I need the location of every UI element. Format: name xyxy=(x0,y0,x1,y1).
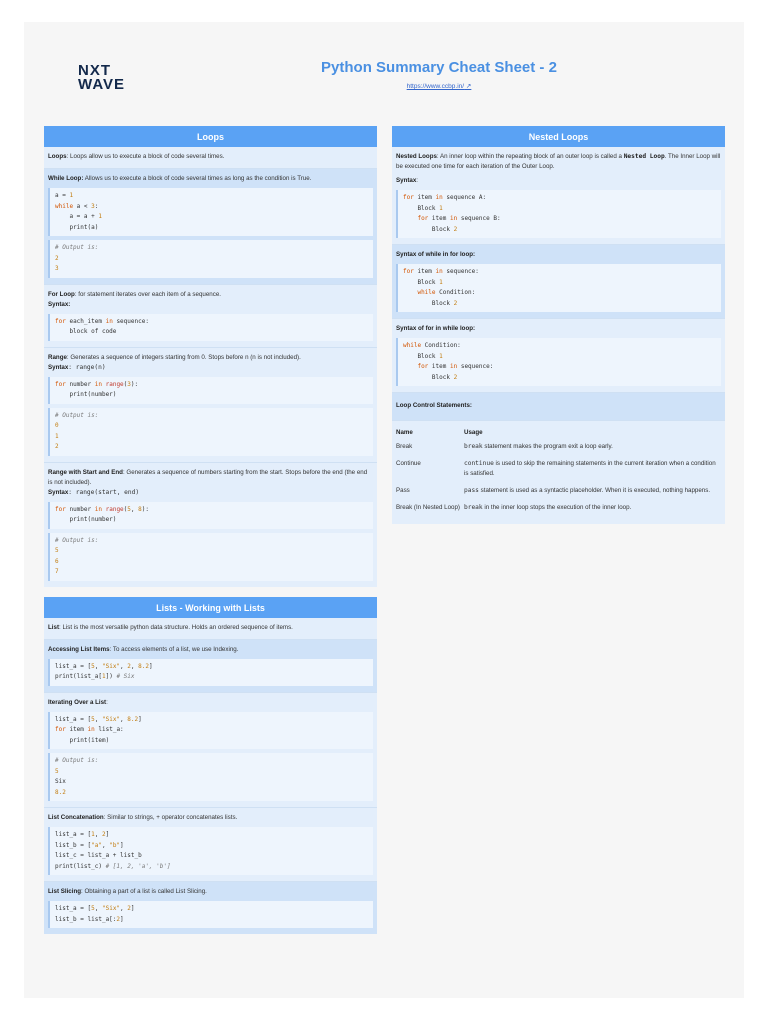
while-loop-section: While Loop: Allows us to execute a block of code several times as long as the condition is True. a = 1 while a < 3: a = a + 1 print(a) # Output is: 2 3 xyxy=(44,169,377,285)
table-row: Continue continue is used to skip the remaining statements in the current iteration when a condition is satisfied. xyxy=(396,460,716,477)
list-slicing-code: list_a = [5, "Six", 2] list_b = list_a[:2] xyxy=(48,901,373,928)
list-concatenation-section: List Concatenation: Similar to strings, + operator concatenates lists. list_a = [1, 2] list_b = ["a", "b"] list_c = list_a + list_b print(list_c) # [1, 2, 'a', 'b'] xyxy=(44,808,377,882)
range-code: for number in range(3): print(number) xyxy=(48,377,373,404)
while-loop-output: # Output is: 2 3 xyxy=(48,240,373,278)
left-column xyxy=(44,126,377,944)
accessing-list-items-code: list_a = [5, "Six", 2, 8.2] print(list_a[1]) # Six xyxy=(48,659,373,686)
loops-card xyxy=(44,126,377,587)
table-header-name: Name xyxy=(396,429,413,436)
range-start-end-output: # Output is: 5 6 7 xyxy=(48,533,373,581)
accessing-list-items-section: Accessing List Items: To access elements of a list, we use Indexing. list_a = [5, "Six", 2, 8.2] print(list_a[1]) # Six xyxy=(44,640,377,693)
list-intro: List: List is the most versatile python data structure. Holds an ordered sequence of items. xyxy=(44,618,377,640)
loops-card-title: Loops xyxy=(44,126,377,147)
nested-loops-intro: Nested Loops: An inner loop within the repeating block of an outer loop is called a Nested Loop. The Inner Loop will be executed one time for each iteration of the Outer Loop. Syntax: for item in sequence A: Block 1 for item in sequence B: Block 2 xyxy=(392,147,725,245)
loop-control-heading: Loop Control Statements: xyxy=(392,393,725,421)
iterating-list-code: list_a = [5, "Six", 8.2] for item in list_a: print(item) xyxy=(48,712,373,750)
range-section: Range: Generates a sequence of integers starting from 0. Stops before n (n is not included). Syntax: range(n) for number in range(3): print(number) # Output is: 0 1 2 xyxy=(44,348,377,463)
loop-control-table xyxy=(396,426,721,518)
lists-card xyxy=(44,597,377,935)
list-slicing-section: List Slicing: Obtaining a part of a list is called List Slicing. list_a = [5, "Six", 2] list_b = list_a[:2] xyxy=(44,882,377,934)
while-loop-code: a = 1 while a < 3: a = a + 1 print(a) xyxy=(48,188,373,236)
while-in-for-code: for item in sequence: Block 1 while Condition: Block 2 xyxy=(396,264,721,312)
nested-loops-card xyxy=(392,126,725,524)
nested-loops-card-title: Nested Loops xyxy=(392,126,725,147)
range-start-end-section: Range with Start and End: Generates a sequence of numbers starting from the start. Stops before the end (the end is not included). Syntax: range(start, end) for number in range(5, 8): print(number) # Output is: 5 6 7 xyxy=(44,463,377,587)
table-header-usage: Usage xyxy=(464,429,483,436)
iterating-list-section: Iterating Over a List: list_a = [5, "Six", 8.2] for item in list_a: print(item) # Output is: 5 Six 8.2 xyxy=(44,693,377,809)
table-row: Break (In Nested Loop) break in the inner loop stops the execution of the inner loop. xyxy=(396,504,632,511)
for-in-while-section: Syntax of for in while loop: while Condition: Block 1 for item in sequence: Block 2 xyxy=(392,319,725,393)
for-loop-code: for each_item in sequence: block of code xyxy=(48,314,373,341)
ccbp-link[interactable]: https://www.ccbp.in/ ↗ xyxy=(406,83,472,90)
iterating-list-output: # Output is: 5 Six 8.2 xyxy=(48,753,373,801)
table-row: Pass pass statement is used as a syntactic placeholder. When it is executed, nothing happens. xyxy=(396,487,711,494)
cheat-sheet-page xyxy=(24,22,744,998)
list-concatenation-code: list_a = [1, 2] list_b = ["a", "b"] list_c = list_a + list_b print(list_c) # [1, 2, 'a', 'b'] xyxy=(48,827,373,875)
right-column xyxy=(392,126,725,534)
range-start-end-code: for number in range(5, 8): print(number) xyxy=(48,502,373,529)
page-title: Python Summary Cheat Sheet - 2 xyxy=(321,59,557,76)
while-in-for-section: Syntax of while in for loop: for item in sequence: Block 1 while Condition: Block 2 xyxy=(392,245,725,319)
table-row: Break break statement makes the program exit a loop early. xyxy=(396,443,613,450)
nested-loops-code: for item in sequence A: Block 1 for item in sequence B: Block 2 xyxy=(396,190,721,238)
for-loop-section: For Loop: for statement iterates over each item of a sequence. Syntax: for each_item in sequence: block of code xyxy=(44,285,377,348)
loop-control-table-section xyxy=(392,421,725,524)
nxtwave-logo: NXT WAVE xyxy=(78,62,126,93)
lists-card-title: Lists - Working with Lists xyxy=(44,597,377,618)
for-in-while-code: while Condition: Block 1 for item in sequence: Block 2 xyxy=(396,338,721,386)
loops-intro: Loops: Loops allow us to execute a block of code several times. xyxy=(44,147,377,169)
range-output: # Output is: 0 1 2 xyxy=(48,408,373,456)
